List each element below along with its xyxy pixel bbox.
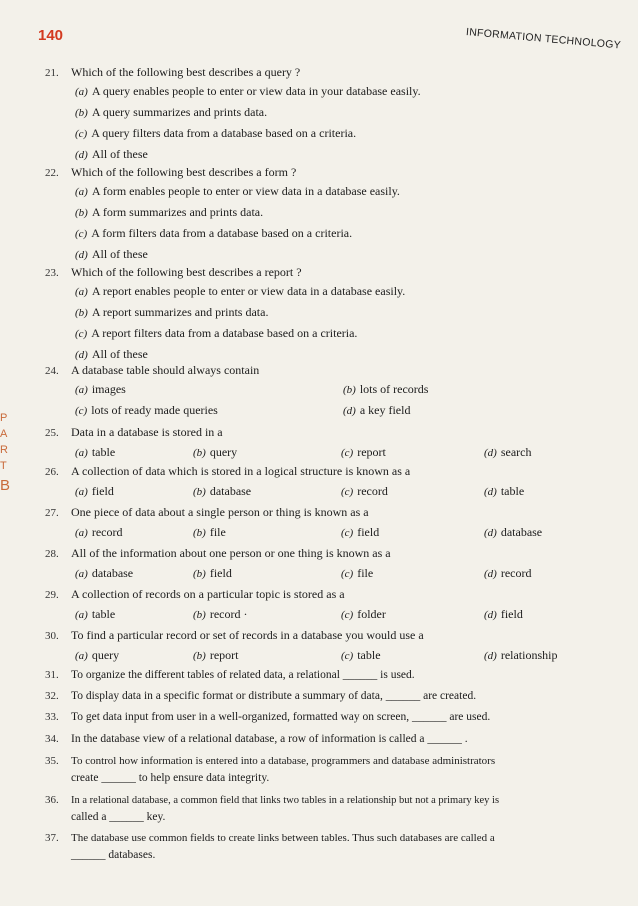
option-a: (a) database [75,566,134,580]
question-22 [45,164,620,265]
option-d: (d) All of these [75,247,148,261]
fill-blank-text: To control how information is entered into a database, programmers and database administrators [71,755,496,767]
question-28 [45,545,620,585]
option-d: (d) database [484,525,543,539]
fill-blank-text: In a relational database, a common field that links two tables in a relationship but not a primary key is [71,795,500,806]
option-d: (d) a key field [343,403,411,417]
fill-blank-36: 36. In a relational database, a common field that links two tables in a relationship but not a primary key is called a ______ key. [45,792,620,826]
fill-blank-37: 37. The database use common fields to create links between tables. Thus such databases are called a ______ databases. [45,830,620,864]
option-b: (b) report [193,648,239,662]
fill-blank-34: 34. In the database view of a relational database, a row of information is called a ______ . [45,733,468,745]
question-29 [45,586,620,626]
question-number: 29. [45,589,59,601]
option-c: (c) report [341,445,386,459]
option-c: (c) file [341,566,374,580]
question-text: Data in a database is stored in a [71,425,223,439]
option-d: (d) All of these [75,147,148,161]
question-text: A collection of records on a particular topic is stored as a [71,587,345,601]
option-b: (b) database [193,484,252,498]
option-a: (a) record [75,525,123,539]
option-a: (a) A report enables people to enter or view data in a database easily. [75,284,406,298]
question-text: Which of the following best describes a query ? [71,65,301,79]
fill-blank-33: 33. To get data input from user in a well-organized, formatted way on screen, ______ are used. [45,711,491,723]
option-c: (c) lots of ready made queries [75,403,218,417]
question-text: Which of the following best describes a form ? [71,165,297,179]
question-number: 28. [45,548,59,560]
running-head: INFORMATION TECHNOLOGY [465,26,622,52]
fill-blank-32: 32. To display data in a specific format or distribute a summary of data, ______ are created. [45,690,477,702]
fill-blank-text: To get data input from user in a well-organized, formatted way on screen, ______ are used. [71,711,491,723]
option-b: (b) A query summarizes and prints data. [75,105,268,119]
option-c: (c) table [341,648,381,662]
option-c: (c) record [341,484,388,498]
option-b: (b) A report summarizes and prints data. [75,305,269,319]
fill-blank-text: To organize the different tables of related data, a relational ______ is used. [71,669,415,681]
question-24 [45,362,620,421]
part-tab-letter: P [0,412,8,424]
option-c: (c) field [341,525,380,539]
fill-blank-31: 31. To organize the different tables of related data, a relational ______ is used. [45,669,415,681]
question-number: 30. [45,630,59,642]
question-30 [45,627,620,667]
part-tab-letter: T [0,460,7,472]
question-number: 21. [45,67,59,79]
page-number: 140 [38,27,64,44]
question-number: 25. [45,427,59,439]
option-b: (b) lots of records [343,382,429,396]
option-a: (a) table [75,445,116,459]
fill-blank-text: To display data in a specific format or distribute a summary of data, ______ are created. [71,690,477,702]
fill-blank-text: create ______ to help ensure data integrity. [71,772,270,784]
question-26 [45,463,620,503]
option-b: (b) query [193,445,238,459]
part-b-side-tab [0,410,14,494]
option-b: (b) A form summarizes and prints data. [75,205,264,219]
option-a: (a) images [75,382,126,396]
option-b: (b) record · [193,607,248,621]
question-text: A database table should always contain [71,363,260,377]
option-a: (a) A form enables people to enter or view data in a database easily. [75,184,400,198]
question-25 [45,424,620,464]
option-c: (c) A form filters data from a database based on a criteria. [75,226,353,240]
option-d: (d) relationship [484,648,558,662]
fill-blank-text: called a ______ key. [71,811,166,823]
part-tab-letter: R [0,444,8,456]
option-a: (a) table [75,607,116,621]
fill-blank-35: 35. To control how information is entered into a database, programmers and database administrators create ______ to help ensure data integrity. [45,753,620,787]
option-d: (d) field [484,607,523,621]
question-23 [45,264,620,365]
option-d: (d) search [484,445,532,459]
option-d: (d) table [484,484,525,498]
question-number: 22. [45,167,59,179]
question-text: One piece of data about a single person or thing is known as a [71,505,369,519]
question-text: Which of the following best describes a report ? [71,265,302,279]
option-c: (c) A report filters data from a database based on a criteria. [75,326,358,340]
part-tab-letter: B [0,477,11,494]
question-number: 24. [45,365,59,377]
question-text: All of the information about one person or one thing is known as a [71,546,391,560]
fill-blank-text: In the database view of a relational database, a row of information is called a ______ . [71,733,468,745]
option-b: (b) file [193,525,226,539]
option-c: (c) folder [341,607,386,621]
option-c: (c) A query filters data from a database based on a criteria. [75,126,357,140]
question-text: To find a particular record or set of records in a database you would use a [71,628,424,642]
fill-blank-text: ______ databases. [71,849,156,861]
question-21 [45,64,620,165]
question-number: 23. [45,267,59,279]
option-b: (b) field [193,566,232,580]
question-number: 27. [45,507,59,519]
part-tab-letter: A [0,428,8,440]
option-a: (a) query [75,648,120,662]
option-a: (a) field [75,484,114,498]
option-d: (d) record [484,566,532,580]
fill-blank-text: The database use common fields to create links between tables. Thus such databases are called a [71,832,495,844]
question-27 [45,504,620,544]
option-d: (d) All of these [75,347,148,361]
question-text: A collection of data which is stored in a logical structure is known as a [71,464,411,478]
question-number: 26. [45,466,59,478]
option-a: (a) A query enables people to enter or view data in your database easily. [75,84,421,98]
